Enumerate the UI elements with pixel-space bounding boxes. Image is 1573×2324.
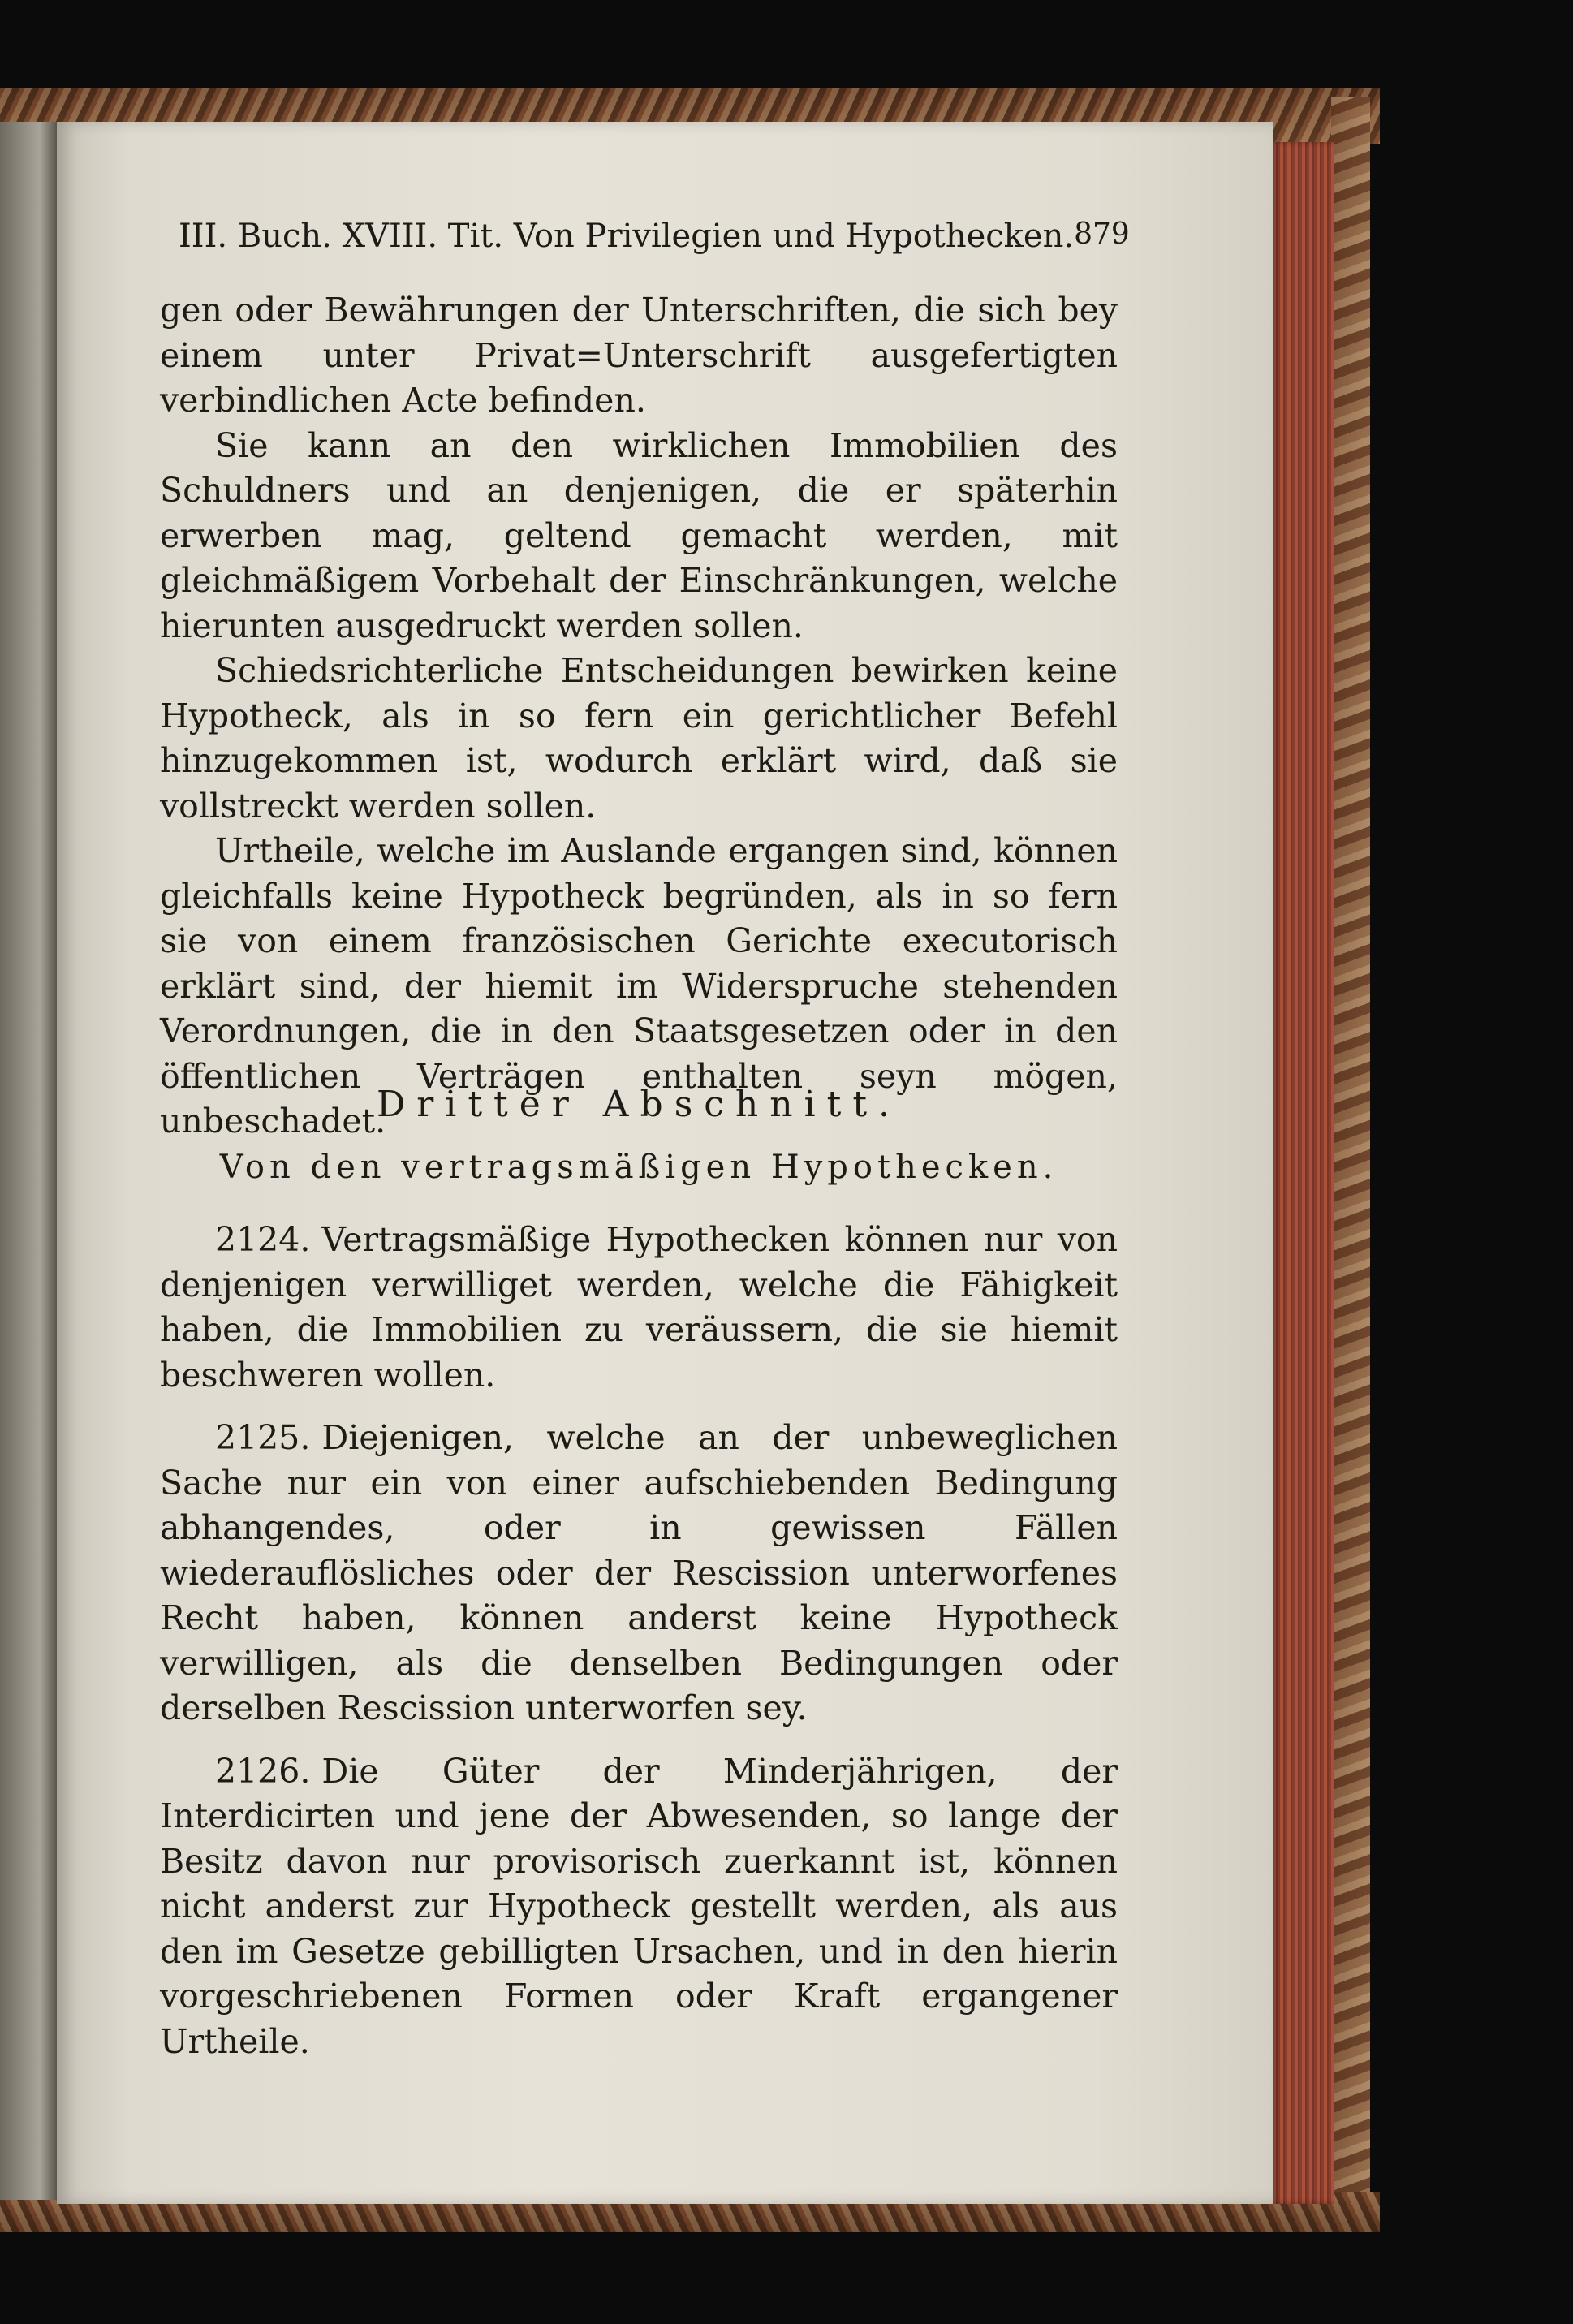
article-number: 2125. [215, 1418, 311, 1457]
book-cover-right [1331, 97, 1370, 2224]
article [160, 1416, 1118, 1731]
article [160, 1749, 1118, 2065]
paragraph: Sie kann an den wirklichen Immobilien des Schuldners und an denjenigen, die er späterhin erwerben mag, geltend gemacht werden, mit gleichmäßigem Vorbehalt der Einschränkungen, welche hierunten ausgedruckt werden sollen. [160, 425, 1118, 645]
paragraph: gen oder Bewährungen der Unterschriften, die sich bey einem unter Privat=Unterschrift ausgefertigten verbindlichen Acte befinden. [160, 291, 1118, 420]
running-header [179, 218, 1128, 255]
paragraph: Schiedsrichterliche Entscheidungen bewirken keine Hypotheck, als in so fern ein gerichtlicher Befehl hinzugekommen ist, wodurch erklärt wird, daß sie vollstreckt werden sollen. [160, 651, 1118, 826]
top-text-block [160, 288, 1118, 1145]
article-text: Vertragsmäßige Hypothecken können nur von denjenigen verwilliget werden, welche die Fähigkeit haben, die Immobilien zu veräussern, die sie hiemit beschweren wollen. [160, 1220, 1118, 1395]
page-edges [1270, 142, 1334, 2204]
paragraph: Urtheile, welche im Auslande ergangen sind, können gleichfalls keine Hypotheck begründen, als in so fern sie von einem französischen Gerichte executorisch erklärt sind, der hiemit im Widerspruche stehenden Verordnungen, die in den Staatsgesetzen oder in den öffentlichen Verträgen enthalten seyn mögen, unbeschadet. [160, 831, 1118, 1140]
facing-page-edge [0, 122, 57, 2200]
page-number: 879 [1074, 218, 1130, 251]
section-subtitle: Von den vertragsmäßigen Hypothecken. [219, 1149, 1058, 1186]
articles-block [160, 1218, 1118, 2064]
section-title: Dritter Abschnitt. [376, 1084, 902, 1125]
article-text: Die Güter der Minderjährigen, der Interdicirten und jene der Abwesenden, so lange der Besitz davon nur provisorisch zuerkannt ist, können nicht anderst zur Hypotheck gestellt werden, als aus den im Gesetze gebilligten Ursachen, und in den hierin vorgeschriebenen Formen oder Kraft ergangener Urtheile. [160, 1751, 1118, 2061]
running-title: III. Buch. XVIII. Tit. Von Privilegien und Hypothecken. [179, 218, 1075, 255]
article-number: 2124. [215, 1220, 311, 1259]
article [160, 1218, 1118, 1398]
article-text: Diejenigen, welche an der unbeweglichen Sache nur ein von einer aufschiebenden Bedingung abhangendes, oder in gewissen Fällen wiederauflösliches oder der Rescission unterworfenes Recht haben, können anderst keine Hypotheck verwilligen, als die denselben Bedingungen oder derselben Rescission unterworfen sey. [160, 1418, 1118, 1727]
article-number: 2126. [215, 1751, 311, 1791]
